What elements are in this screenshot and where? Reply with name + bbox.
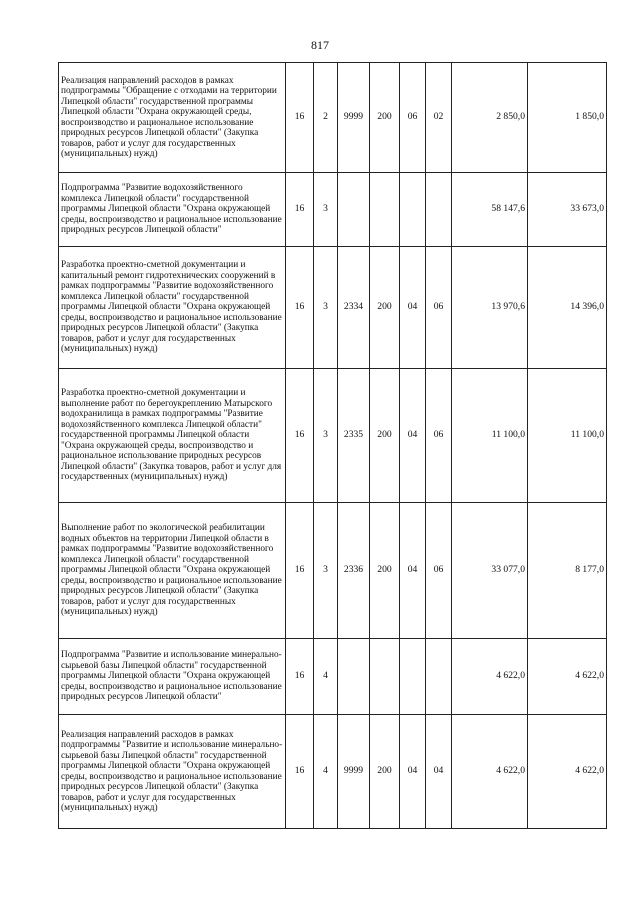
budget-table (58, 62, 607, 829)
row-description: Выполнение работ по экологической реабилитации водных объектов на территории Липецкой области в рамках подпрограммы "Развитие водохозяйственного комплекса Липецкой области" государственной программы Липецкой области "Охрана окружающей среды, воспроизводство и рациональное использование природных ресурсов Липецкой области" (Закупка товаров, работ и услуг для государственных (муниципальных) нужд) (59, 503, 286, 639)
program-code: 16 (286, 639, 314, 715)
direction-code (338, 173, 370, 247)
table-row (59, 639, 607, 715)
table-row (59, 369, 607, 503)
page-number: 817 (311, 38, 329, 52)
direction-code: 9999 (338, 63, 370, 173)
expense-type-code: 200 (370, 503, 400, 639)
amount-1: 4 622,0 (452, 639, 528, 715)
section-code: 06 (400, 63, 426, 173)
amount-2: 4 622,0 (528, 715, 607, 829)
table-row (59, 247, 607, 369)
row-description: Разработка проектно-сметной документации и выполнение работ по берегоукреплению Матырского водохранилища в рамках подпрограммы "Развитие водохозяйственного комплекса Липецкой области" государственной программы Липецкой области "Охрана окружающей среды, воспроизводство и рациональное использование природных ресурсов Липецкой области" (Закупка товаров, работ и услуг для государственных (муниципальных) нужд) (59, 369, 286, 503)
table-row (59, 715, 607, 829)
subsection-code: 06 (426, 503, 452, 639)
subsection-code (426, 639, 452, 715)
amount-2: 8 177,0 (528, 503, 607, 639)
direction-code: 9999 (338, 715, 370, 829)
row-description: Реализация направлений расходов в рамках подпрограммы "Развитие и использование минерально-сырьевой базы Липецкой области" государственной программы Липецкой области "Охрана окружающей среды, воспроизводство и рациональное использование природных ресурсов Липецкой области" (Закупка товаров, работ и услуг для государственных (муниципальных) нужд) (59, 715, 286, 829)
direction-code: 2334 (338, 247, 370, 369)
program-code: 16 (286, 173, 314, 247)
subprogram-code: 4 (314, 639, 338, 715)
program-code: 16 (286, 503, 314, 639)
subprogram-code: 4 (314, 715, 338, 829)
table-row (59, 173, 607, 247)
expense-type-code: 200 (370, 63, 400, 173)
subprogram-code: 3 (314, 503, 338, 639)
section-code: 04 (400, 247, 426, 369)
program-code: 16 (286, 247, 314, 369)
program-code: 16 (286, 715, 314, 829)
direction-code (338, 639, 370, 715)
subprogram-code: 2 (314, 63, 338, 173)
direction-code: 2336 (338, 503, 370, 639)
section-code (400, 173, 426, 247)
subsection-code: 06 (426, 369, 452, 503)
direction-code: 2335 (338, 369, 370, 503)
row-description: Реализация направлений расходов в рамках подпрограммы "Обращение с отходами на территории Липецкой области" государственной программы Липецкой области "Охрана окружающей среды, воспроизводство и рациональное использование природных ресурсов Липецкой области" (Закупка товаров, работ и услуг для государственных (муниципальных) нужд) (59, 63, 286, 173)
program-code: 16 (286, 369, 314, 503)
subsection-code (426, 173, 452, 247)
expense-type-code: 200 (370, 247, 400, 369)
amount-1: 2 850,0 (452, 63, 528, 173)
amount-1: 33 077,0 (452, 503, 528, 639)
expense-type-code: 200 (370, 369, 400, 503)
table-row (59, 503, 607, 639)
subsection-code: 04 (426, 715, 452, 829)
subsection-code: 06 (426, 247, 452, 369)
subsection-code: 02 (426, 63, 452, 173)
amount-2: 11 100,0 (528, 369, 607, 503)
table-row (59, 63, 607, 173)
program-code: 16 (286, 63, 314, 173)
expense-type-code (370, 639, 400, 715)
expense-type-code (370, 173, 400, 247)
section-code: 04 (400, 503, 426, 639)
subprogram-code: 3 (314, 247, 338, 369)
section-code: 04 (400, 715, 426, 829)
amount-2: 14 396,0 (528, 247, 607, 369)
amount-2: 4 622,0 (528, 639, 607, 715)
subprogram-code: 3 (314, 369, 338, 503)
subprogram-code: 3 (314, 173, 338, 247)
row-description: Разработка проектно-сметной документации и капитальный ремонт гидротехнических сооружений в рамках подпрограммы "Развитие водохозяйственного комплекса Липецкой области" государственной программы Липецкой области "Охрана окружающей среды, воспроизводство и рациональное использование природных ресурсов Липецкой области" (Закупка товаров, работ и услуг для государственных (муниципальных) нужд) (59, 247, 286, 369)
amount-1: 4 622,0 (452, 715, 528, 829)
amount-1: 58 147,6 (452, 173, 528, 247)
expense-type-code: 200 (370, 715, 400, 829)
section-code: 04 (400, 369, 426, 503)
section-code (400, 639, 426, 715)
amount-2: 33 673,0 (528, 173, 607, 247)
row-description: Подпрограмма "Развитие водохозяйственного комплекса Липецкой области" государственной программы Липецкой области "Охрана окружающей среды, воспроизводство и рациональное использование природных ресурсов Липецкой области" (59, 173, 286, 247)
row-description: Подпрограмма "Развитие и использование минерально-сырьевой базы Липецкой области" государственной программы Липецкой области "Охрана окружающей среды, воспроизводство и рациональное использование природных ресурсов Липецкой области" (59, 639, 286, 715)
amount-2: 1 850,0 (528, 63, 607, 173)
amount-1: 11 100,0 (452, 369, 528, 503)
amount-1: 13 970,6 (452, 247, 528, 369)
